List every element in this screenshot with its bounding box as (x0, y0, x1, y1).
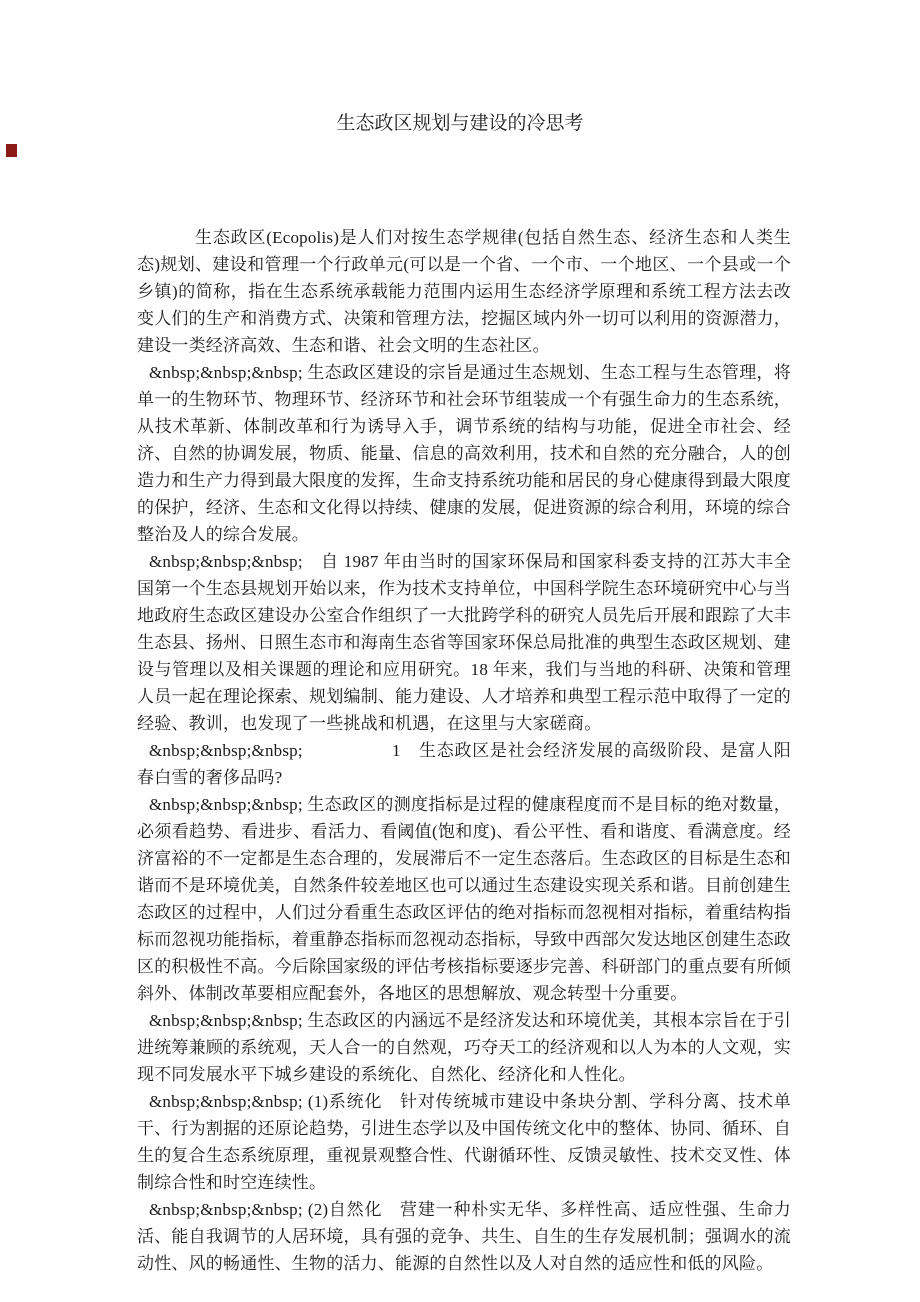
paragraph: 生态政区(Ecopolis)是人们对按生态学规律(包括自然生态、经济生态和人类生态)规划、建设和管理一个行政单元(可以是一个省、一个市、一个地区、一个县或一个乡镇)的简称，指在生态系统承载能力范围内运用生态经济学原理和系统工程方法去改变人们的生产和消费方式、决策和管理方法，挖掘区域内外一切可以利用的资源潜力，建设一类经济高效、生态和谐、社会文明的生态社区。 (137, 228, 791, 355)
paragraph: &nbsp;&nbsp;&nbsp; 生态政区的内涵远不是经济发达和环境优美，其根本宗旨在于引进统筹兼顾的系统观，天人合一的自然观，巧夺天工的经济观和以人为本的人文观，实现不同发展水平下城乡建设的系统化、自然化、经济化和人性化。 (137, 1011, 791, 1084)
paragraph: &nbsp;&nbsp;&nbsp; 自 1987 年由当时的国家环保局和国家科委支持的江苏大丰全国第一个生态县规划开始以来，作为技术支持单位，中国科学院生态环境研究中心与当地政府生态政区建设办公室合作组织了一大批跨学科的研究人员先后开展和跟踪了大丰生态县、扬州、日照生态市和海南生态省等国家环保总局批准的典型生态政区规划、建设与管理以及相关课题的理论和应用研究。18 年来，我们与当地的科研、决策和管理人员一起在理论探索、规划编制、能力建设、人才培养和典型工程示范中取得了一定的经验、教训，也发现了一些挑战和机遇，在这里与大家磋商。 (137, 552, 791, 733)
paragraph: &nbsp;&nbsp;&nbsp; 1 生态政区是社会经济发展的高级阶段、是富人阳春白雪的奢侈品吗? (137, 741, 791, 787)
paragraph: &nbsp;&nbsp;&nbsp; (2)自然化 营建一种朴实无华、多样性高、适应性强、生命力活、能自我调节的人居环境，具有强的竞争、共生、自生的生存发展机制；强调水的流动性、风的畅通性、生物的活力、能源的自然性以及人对自然的适应性和低的风险。 (137, 1200, 791, 1273)
red-square-marker-icon (6, 144, 17, 157)
paragraph: &nbsp;&nbsp;&nbsp; 生态政区建设的宗旨是通过生态规划、生态工程与生态管理，将单一的生物环节、物理环节、经济环节和社会环节组装成一个有强生命力的生态系统，从技术革新、体制改革和行为诱导入手，调节系统的结构与功能，促进全市社会、经济、自然的协调发展，物质、能量、信息的高效利用，技术和自然的充分融合，人的创造力和生产力得到最大限度的发挥，生命支持系统功能和居民的身心健康得到最大限度的保护，经济、生态和文化得以持续、健康的发展，促进资源的综合利用，环境的综合整治及人的综合发展。 (137, 363, 791, 544)
paragraph: &nbsp;&nbsp;&nbsp; 生态政区的测度指标是过程的健康程度而不是目标的绝对数量，必须看趋势、看进步、看活力、看阈值(饱和度)、看公平性、看和谐度、看满意度。经济富裕的不一定都是生态合理的，发展滞后不一定生态落后。生态政区的目标是生态和谐而不是环境优美，自然条件较差地区也可以通过生态建设实现关系和谐。目前创建生态政区的过程中，人们过分看重生态政区评估的绝对指标而忽视相对指标，着重结构指标而忽视功能指标，着重静态指标而忽视动态指标，导致中西部欠发达地区创建生态政区的积极性不高。今后除国家级的评估考核指标要逐步完善、科研部门的重点要有所倾斜外、体制改革要相应配套外，各地区的思想解放、观念转型十分重要。 (137, 795, 791, 1003)
document-title: 生态政区规划与建设的冷思考 (336, 113, 584, 134)
paragraph: &nbsp;&nbsp;&nbsp; (1)系统化 针对传统城市建设中条块分割、学科分离、技术单干、行为割据的还原论趋势，引进生态学以及中国传统文化中的整体、协同、循环、自生的复合生态系统原理，重视景观整合性、代谢循环性、反馈灵敏性、技术交叉性、体制综合性和时空连续性。 (137, 1092, 791, 1192)
article-body (137, 224, 791, 1277)
